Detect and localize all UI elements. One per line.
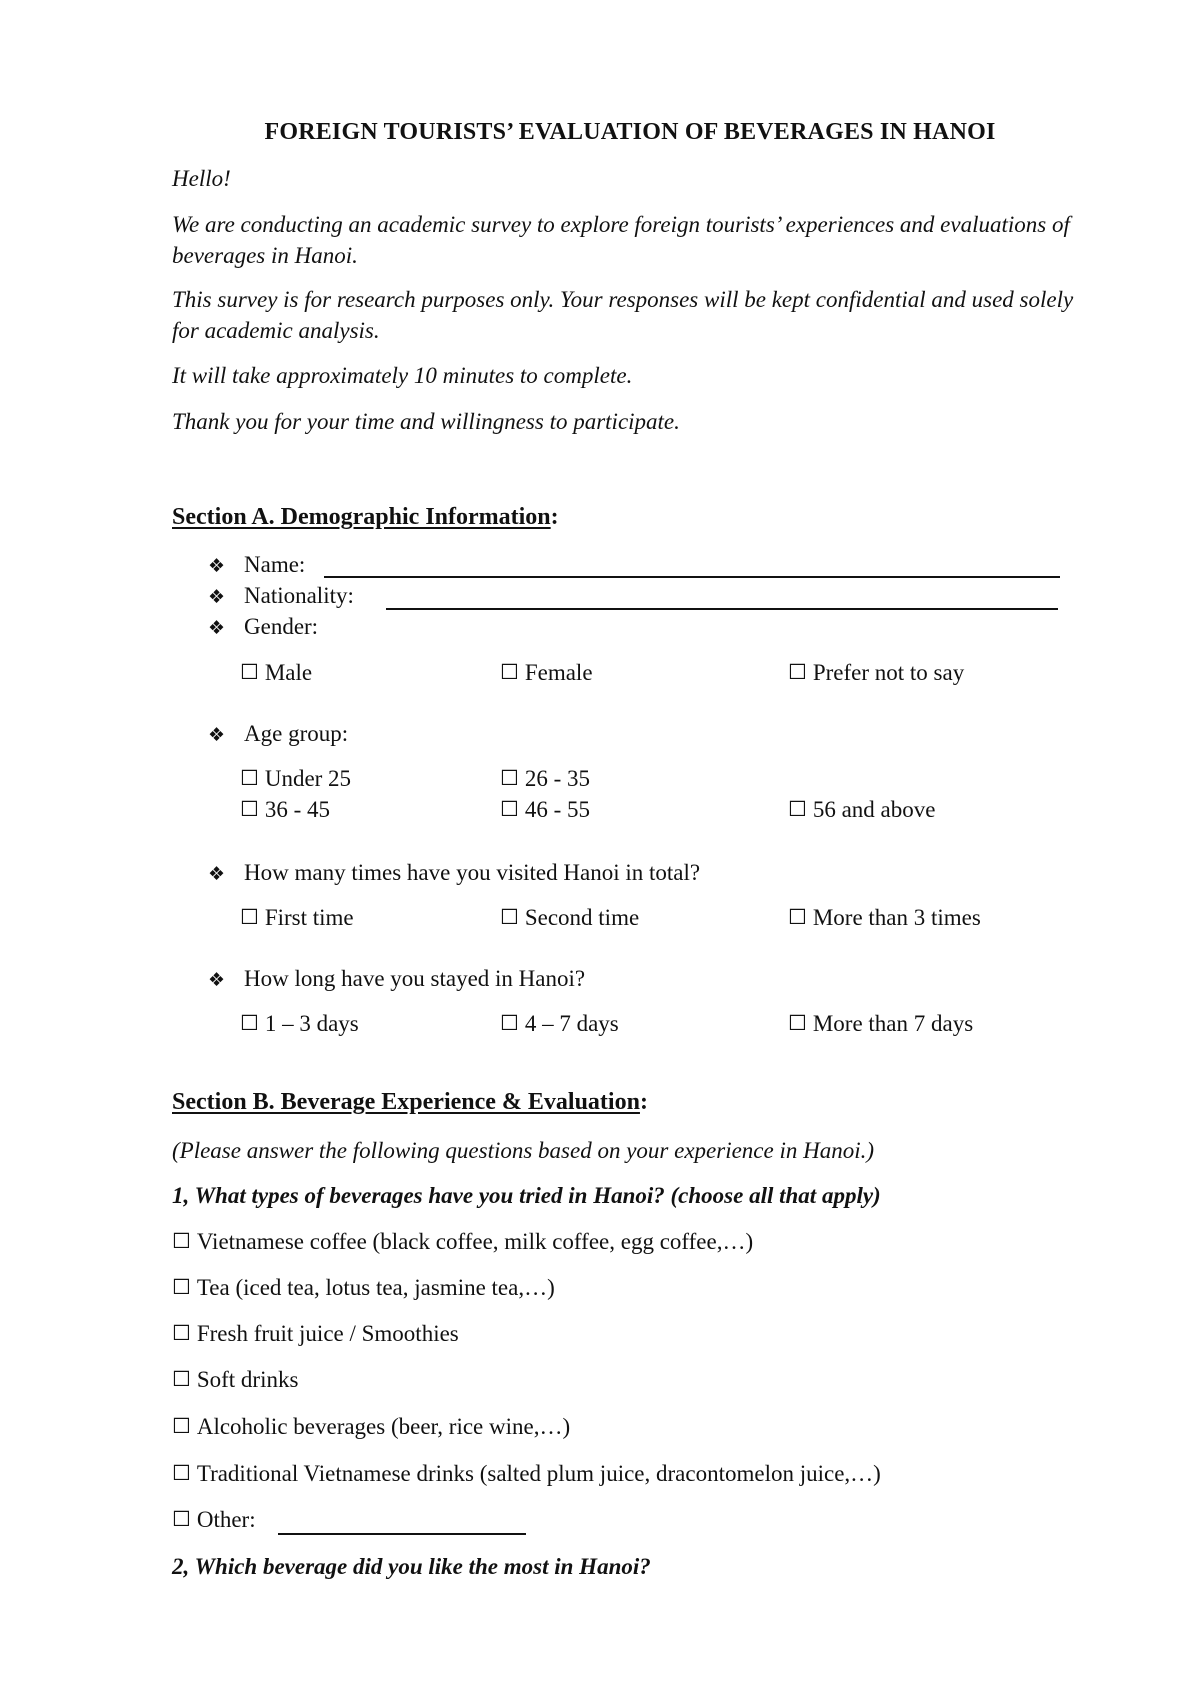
name-label: Name: <box>244 552 306 577</box>
stay-label: How long have you stayed in Hanoi? <box>244 966 586 991</box>
checkbox-icon[interactable]: ☐ <box>172 1321 191 1345</box>
gender-label: Gender: <box>244 614 319 639</box>
checkbox-icon[interactable]: ☐ <box>500 660 519 684</box>
checkbox-icon[interactable]: ☐ <box>172 1507 191 1531</box>
name-field-row <box>208 551 305 579</box>
intro-confidentiality: This survey is for research purposes only. Your responses will be kept confidential and used solely for academic analysis. <box>172 287 1074 343</box>
document-title: FOREIGN TOURISTS’ EVALUATION OF BEVERAGES IN HANOI <box>264 119 996 145</box>
bullet-icon: ❖ <box>208 555 226 577</box>
checkbox-icon[interactable]: ☐ <box>788 660 807 684</box>
bullet-icon: ❖ <box>208 724 226 746</box>
beverage-option-juice[interactable]: ☐ Fresh fruit juice / Smoothies <box>172 1321 459 1346</box>
checkbox-icon[interactable]: ☐ <box>172 1461 191 1485</box>
checkbox-icon[interactable]: ☐ <box>172 1275 191 1299</box>
age-option-56-above[interactable]: ☐ 56 and above <box>788 797 936 822</box>
beverage-option-soft-drinks[interactable]: ☐ Soft drinks <box>172 1367 299 1392</box>
question-2: 2, Which beverage did you like the most in Hanoi? <box>172 1554 651 1579</box>
checkbox-icon[interactable]: ☐ <box>240 1011 259 1035</box>
checkbox-icon[interactable]: ☐ <box>500 1011 519 1035</box>
visits-option-second[interactable]: ☐ Second time <box>500 905 640 930</box>
age-option-36-45[interactable]: ☐ 36 - 45 <box>240 797 330 822</box>
checkbox-icon[interactable]: ☐ <box>500 905 519 929</box>
checkbox-icon[interactable]: ☐ <box>788 905 807 929</box>
beverage-option-other[interactable]: ☐ Other: <box>172 1507 256 1532</box>
beverage-option-coffee[interactable]: ☐ Vietnamese coffee (black coffee, milk coffee, egg coffee,…) <box>172 1229 754 1254</box>
beverage-option-traditional[interactable]: ☐ Traditional Vietnamese drinks (salted plum juice, dracontomelon juice,…) <box>172 1461 881 1486</box>
nationality-label: Nationality: <box>244 583 354 608</box>
age-option-under-25[interactable]: ☐ Under 25 <box>240 766 352 791</box>
beverage-option-alcoholic[interactable]: ☐ Alcoholic beverages (beer, rice wine,…) <box>172 1414 571 1439</box>
intro-purpose: We are conducting an academic survey to explore foreign tourists’ experiences and evaluations of beverages in Hanoi. <box>172 212 1070 268</box>
checkbox-icon[interactable]: ☐ <box>788 1011 807 1035</box>
gender-option-prefer-not[interactable]: ☐ Prefer not to say <box>788 660 965 685</box>
stay-option-1-3-days[interactable]: ☐ 1 – 3 days <box>240 1011 359 1036</box>
checkbox-icon[interactable]: ☐ <box>240 766 259 790</box>
bullet-icon: ❖ <box>208 586 226 608</box>
nationality-field-row <box>208 582 354 610</box>
bullet-icon: ❖ <box>208 969 226 991</box>
checkbox-icon[interactable]: ☐ <box>240 797 259 821</box>
intro-thanks: Thank you for your time and willingness to participate. <box>172 409 680 434</box>
checkbox-icon[interactable]: ☐ <box>240 905 259 929</box>
age-option-46-55[interactable]: ☐ 46 - 55 <box>500 797 590 822</box>
bullet-icon: ❖ <box>208 617 226 639</box>
nationality-input-line[interactable] <box>386 608 1058 610</box>
visits-label: How many times have you visited Hanoi in total? <box>244 860 701 885</box>
checkbox-icon[interactable]: ☐ <box>172 1367 191 1391</box>
stay-option-4-7-days[interactable]: ☐ 4 – 7 days <box>500 1011 619 1036</box>
section-b-heading: Section B. Beverage Experience & Evaluation: <box>172 1089 648 1115</box>
visits-question <box>208 859 700 887</box>
bullet-icon: ❖ <box>208 863 226 885</box>
visits-option-first[interactable]: ☐ First time <box>240 905 354 930</box>
other-input-line[interactable] <box>278 1533 526 1535</box>
checkbox-icon[interactable]: ☐ <box>240 660 259 684</box>
age-option-26-35[interactable]: ☐ 26 - 35 <box>500 766 590 791</box>
gender-question <box>208 613 318 641</box>
gender-option-female[interactable]: ☐ Female <box>500 660 593 685</box>
section-b-instruction: (Please answer the following questions based on your experience in Hanoi.) <box>172 1138 875 1163</box>
section-b-title: Section B. Beverage Experience & Evaluation <box>172 1089 640 1115</box>
intro-duration: It will take approximately 10 minutes to complete. <box>172 363 633 388</box>
intro-greeting: Hello! <box>172 166 231 191</box>
section-a-heading: Section A. Demographic Information: <box>172 504 559 530</box>
checkbox-icon[interactable]: ☐ <box>172 1414 191 1438</box>
checkbox-icon[interactable]: ☐ <box>500 766 519 790</box>
question-1: 1, What types of beverages have you tried in Hanoi? (choose all that apply) <box>172 1183 881 1208</box>
age-label: Age group: <box>244 721 349 746</box>
checkbox-icon[interactable]: ☐ <box>788 797 807 821</box>
beverage-option-tea[interactable]: ☐ Tea (iced tea, lotus tea, jasmine tea,…) <box>172 1275 555 1300</box>
checkbox-icon[interactable]: ☐ <box>172 1229 191 1253</box>
age-question <box>208 720 348 748</box>
stay-question <box>208 965 585 993</box>
gender-option-male[interactable]: ☐ Male <box>240 660 313 685</box>
stay-option-more-than-7[interactable]: ☐ More than 7 days <box>788 1011 974 1036</box>
section-a-title: Section A. Demographic Information <box>172 504 551 530</box>
name-input-line[interactable] <box>324 576 1060 578</box>
visits-option-more-than-3[interactable]: ☐ More than 3 times <box>788 905 981 930</box>
checkbox-icon[interactable]: ☐ <box>500 797 519 821</box>
